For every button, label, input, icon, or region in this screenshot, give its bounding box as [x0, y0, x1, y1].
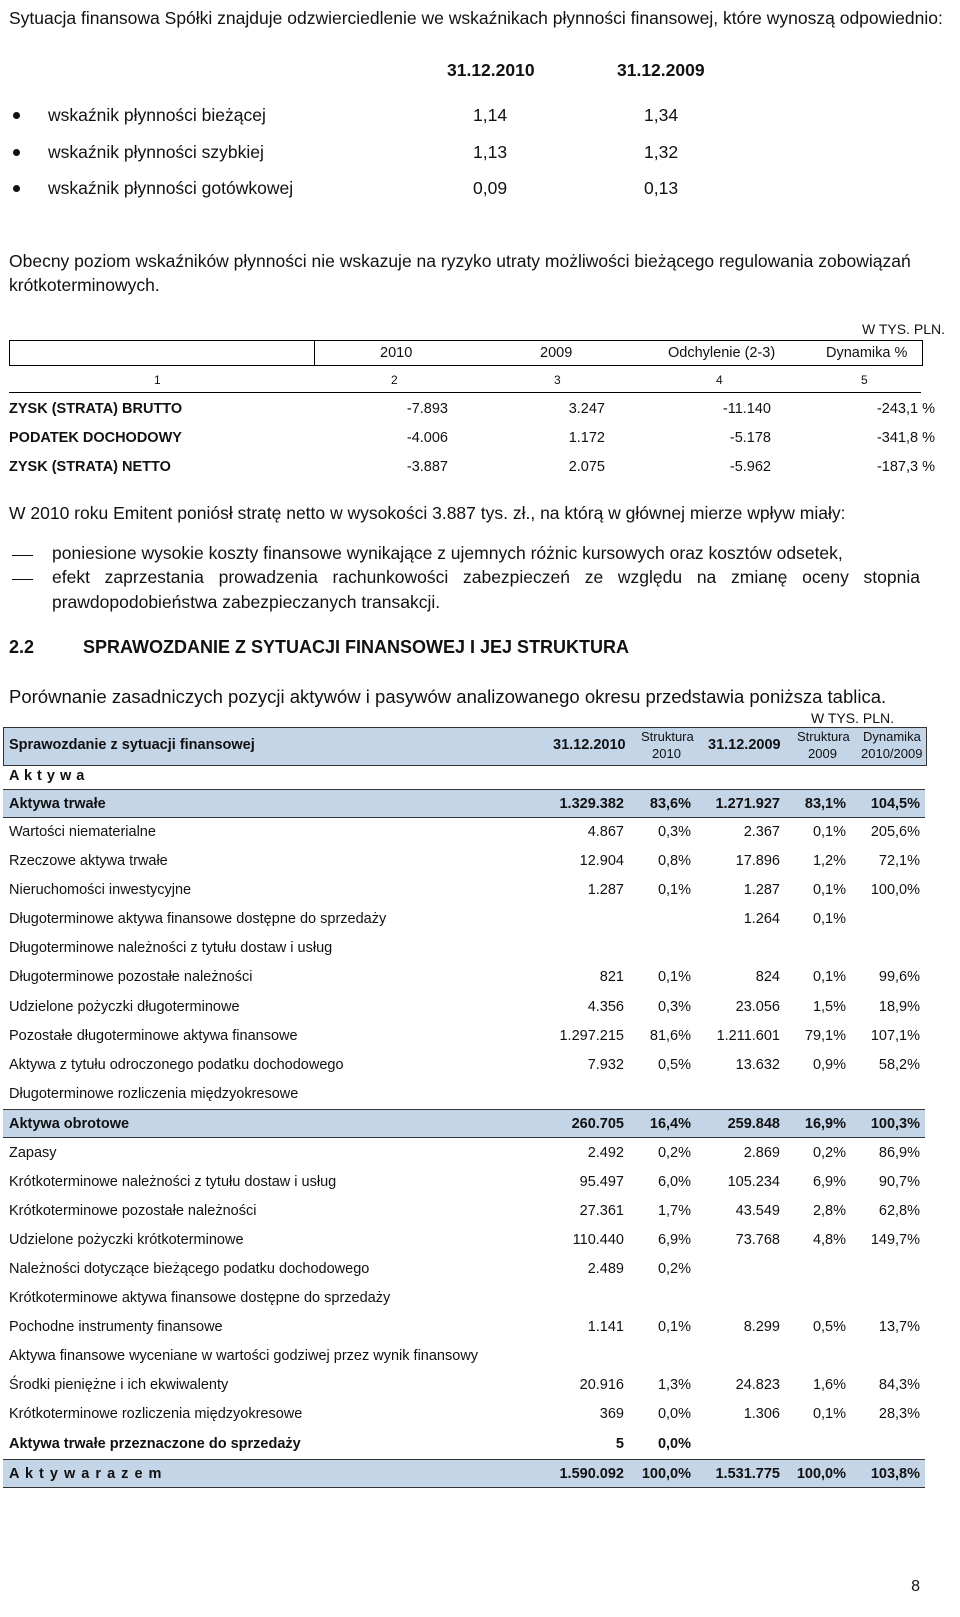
- word: ze: [584, 567, 604, 587]
- ratio-value-2010: 1,13: [473, 142, 508, 162]
- balance-row-name: Nieruchomości inwestycyjne: [9, 882, 192, 898]
- profit-header-deviation: Odchylenie (2-3): [668, 345, 776, 361]
- balance-dynamics: 107,1%: [870, 1028, 920, 1044]
- balance-header-date-2009: 31.12.2009: [708, 737, 781, 753]
- balance-structure-2010: 1,3%: [657, 1377, 691, 1393]
- balance-row-name: Środki pieniężne i ich ekwiwalenty: [9, 1377, 229, 1393]
- page-number: 8: [911, 1578, 920, 1595]
- word: zaprzestania: [104, 567, 204, 587]
- balance-dynamics: 84,3%: [878, 1377, 920, 1393]
- balance-structure-2010: 0,2%: [657, 1261, 691, 1277]
- balance-structure-2009: 100,0%: [796, 1466, 846, 1482]
- balance-value-2009: 259.848: [727, 1116, 780, 1132]
- balance-value-2010: 2.492: [587, 1145, 624, 1161]
- balance-value-2009: 73.768: [735, 1232, 780, 1248]
- balance-structure-2010: 0,3%: [657, 824, 691, 840]
- balance-row-name: Aktywa finansowe wyceniane w wartości godziwej przez wynik finansowy: [9, 1348, 479, 1364]
- profit-header-2009: 2009: [540, 345, 573, 361]
- balance-dynamics: 100,0%: [870, 882, 920, 898]
- balance-dynamics: 18,9%: [878, 999, 920, 1015]
- balance-structure-2010: 6,0%: [657, 1174, 691, 1190]
- balance-structure-2010: 0,1%: [657, 1319, 691, 1335]
- word: zabezpieczeń: [462, 567, 571, 587]
- profit-deviation: -5.962: [729, 459, 771, 475]
- balance-value-2009: 2.869: [743, 1145, 780, 1161]
- table-row: [0, 1168, 928, 1197]
- table-row: [0, 818, 928, 847]
- profit-table-header-box-left: [9, 340, 315, 366]
- table-row: [0, 905, 928, 934]
- ratio-label: wskaźnik płynności szybkiej: [48, 142, 264, 162]
- profit-col-number: 5: [861, 373, 868, 387]
- ratio-label: wskaźnik płynności bieżącej: [48, 105, 266, 125]
- balance-value-2009: 1.287: [743, 882, 780, 898]
- balance-value-2009: 1.531.775: [715, 1466, 780, 1482]
- profit-value-2009: 2.075: [568, 459, 605, 475]
- balance-structure-2010: 16,4%: [649, 1116, 691, 1132]
- balance-structure-2010: 0,1%: [657, 882, 691, 898]
- balance-structure-2010: 0,5%: [657, 1057, 691, 1073]
- balance-header-dynamics: Dynamika: [863, 729, 921, 744]
- balance-value-2010: 369: [599, 1406, 624, 1422]
- balance-value-2010: 1.287: [587, 882, 624, 898]
- ratio-value-2009: 1,32: [644, 142, 679, 162]
- balance-structure-2009: 83,1%: [804, 796, 846, 812]
- balance-value-2010: 2.489: [587, 1261, 624, 1277]
- balance-value-2009: 1.306: [743, 1406, 780, 1422]
- balance-value-2009: 23.056: [735, 999, 780, 1015]
- profit-col-number: 4: [716, 373, 723, 387]
- profit-value-2010: -4.006: [406, 430, 448, 446]
- balance-row-name: Krótkoterminowe aktywa finansowe dostępne do sprzedaży: [9, 1290, 391, 1306]
- profit-value-2009: 1.172: [568, 430, 605, 446]
- balance-value-2010: 7.932: [587, 1057, 624, 1073]
- table-row: [0, 1430, 928, 1459]
- word: względu: [617, 567, 683, 587]
- table-row: [0, 1371, 928, 1400]
- balance-row-name: Krótkoterminowe rozliczenia międzyokresowe: [9, 1406, 303, 1422]
- word: na: [696, 567, 717, 587]
- balance-value-2010: 1.329.382: [559, 796, 624, 812]
- table-row: [0, 1139, 928, 1168]
- profit-row-name: PODATEK DOCHODOWY: [9, 430, 182, 446]
- balance-structure-2010: 0,0%: [657, 1406, 691, 1422]
- balance-structure-2009: 0,5%: [812, 1319, 846, 1335]
- balance-structure-2009: 1,6%: [812, 1377, 846, 1393]
- balance-value-2009: 105.234: [727, 1174, 780, 1190]
- balance-row-name: Aktywa trwałe przeznaczone do sprzedaży: [9, 1436, 301, 1452]
- balance-structure-2009: 0,1%: [812, 969, 846, 985]
- ratio-value-2010: 1,14: [473, 105, 508, 125]
- paragraph-liquidity-line1: Obecny poziom wskaźników płynności nie wskazuje na ryzyko utraty możliwości bieżącego regulowania zobowiązań: [9, 251, 911, 271]
- table-row: [0, 963, 928, 992]
- balance-value-2009: 1.264: [743, 911, 780, 927]
- balance-structure-2010: 100,0%: [641, 1466, 691, 1482]
- word: prowadzenia: [218, 567, 318, 587]
- profit-value-2009: 3.247: [568, 401, 605, 417]
- balance-dynamics: 62,8%: [878, 1203, 920, 1219]
- table-row: [0, 1051, 928, 1080]
- balance-dynamics: 149,7%: [870, 1232, 920, 1248]
- section-title: SPRAWOZDANIE Z SYTUACJI FINANSOWEJ I JEJ STRUKTURA: [83, 637, 630, 657]
- balance-value-2010: 95.497: [579, 1174, 624, 1190]
- balance-structure-2010: 6,9%: [657, 1232, 691, 1248]
- balance-value-2010: 27.361: [579, 1203, 624, 1219]
- profit-deviation: -5.178: [729, 430, 771, 446]
- balance-structure-2010: 0,1%: [657, 969, 691, 985]
- balance-structure-2009: 0,1%: [812, 824, 846, 840]
- balance-value-2010: 260.705: [571, 1116, 624, 1132]
- ratio-value-2009: 0,13: [644, 178, 679, 198]
- table-row: [0, 934, 928, 963]
- balance-header-title: Sprawozdanie z sytuacji finansowej: [9, 737, 255, 753]
- balance-value-2009: 8.299: [743, 1319, 780, 1335]
- balance-structure-2010: 0,0%: [657, 1436, 691, 1452]
- balance-row-name: Pozostałe długoterminowe aktywa finansowe: [9, 1028, 298, 1044]
- balance-row-name: Długoterminowe pozostałe należności: [9, 969, 253, 985]
- table-row: [0, 424, 935, 452]
- profit-dynamics: -243,1 %: [876, 401, 935, 417]
- balance-header-dynamics-years: 2010/2009: [861, 746, 923, 761]
- balance-structure-2010: 83,6%: [649, 796, 691, 812]
- ratio-value-2010: 0,09: [473, 178, 508, 198]
- bullet-dot-icon: [13, 149, 20, 156]
- balance-row-name: Wartości niematerialne: [9, 824, 156, 840]
- table-row: [3, 1109, 925, 1138]
- balance-structure-2009: 4,8%: [812, 1232, 846, 1248]
- balance-structure-2009: 1,5%: [812, 999, 846, 1015]
- balance-dynamics: 99,6%: [878, 969, 920, 985]
- balance-value-2009: 824: [755, 969, 780, 985]
- word: rachunkowości: [332, 567, 449, 587]
- balance-row-name: Udzielone pożyczki długoterminowe: [9, 999, 240, 1015]
- table-row: [3, 789, 925, 818]
- ratio-row: [0, 176, 960, 202]
- balance-row-name: Należności dotyczące bieżącego podatku dochodowego: [9, 1261, 370, 1277]
- balance-row-name: Krótkoterminowe pozostałe należności: [9, 1203, 257, 1219]
- profit-row-name: ZYSK (STRATA) NETTO: [9, 459, 171, 475]
- balance-header-structure-2009: Struktura: [797, 729, 850, 744]
- table-row: [0, 395, 935, 423]
- dash-bullet-icon: [12, 555, 33, 556]
- balance-structure-2009: 2,8%: [812, 1203, 846, 1219]
- bullet-dot-icon: [13, 112, 20, 119]
- balance-value-2010: 4.867: [587, 824, 624, 840]
- balance-dynamics: 28,3%: [878, 1406, 920, 1422]
- table-row: [0, 876, 928, 905]
- balance-dynamics: 72,1%: [878, 853, 920, 869]
- balance-row-name: Długoterminowe należności z tytułu dostaw i usług: [9, 940, 333, 956]
- balance-section-label: A k t y w a: [9, 768, 85, 784]
- table-row: [0, 1255, 928, 1284]
- word: oceny: [802, 567, 849, 587]
- balance-dynamics: 13,7%: [878, 1319, 920, 1335]
- balance-value-2010: 12.904: [579, 853, 624, 869]
- balance-header-structure-2010: Struktura: [641, 729, 694, 744]
- paragraph-comparison: Porównanie zasadniczych pozycji aktywów i pasywów analizowanego okresu przedstawia poniższa tablica.: [9, 686, 887, 707]
- profit-value-2010: -3.887: [406, 459, 448, 475]
- profit-header-2010: 2010: [380, 345, 413, 361]
- table-row: [0, 1400, 928, 1429]
- balance-row-name: Krótkoterminowe należności z tytułu dostaw i usług: [9, 1174, 337, 1190]
- ratio-row: [0, 140, 960, 166]
- balance-value-2009: 1.271.927: [715, 796, 780, 812]
- profit-col-number: 1: [154, 373, 161, 387]
- ratio-row: [0, 103, 960, 129]
- profit-value-2010: -7.893: [406, 401, 448, 417]
- balance-value-2010: 20.916: [579, 1377, 624, 1393]
- balance-header-structure-2010-year: 2010: [652, 746, 681, 761]
- balance-row-name: Długoterminowe aktywa finansowe dostępne do sprzedaży: [9, 911, 387, 927]
- balance-row-name: Pochodne instrumenty finansowe: [9, 1319, 223, 1335]
- profit-row-name: ZYSK (STRATA) BRUTTO: [9, 401, 183, 417]
- balance-value-2009: 43.549: [735, 1203, 780, 1219]
- balance-structure-2009: 6,9%: [812, 1174, 846, 1190]
- table-row: [3, 1459, 925, 1488]
- word: stopnia: [863, 567, 920, 587]
- balance-structure-2010: 0,8%: [657, 853, 691, 869]
- profit-deviation: -11.140: [722, 401, 771, 417]
- balance-structure-2010: 0,2%: [657, 1145, 691, 1161]
- balance-row-name: Zapasy: [9, 1145, 57, 1161]
- table-row: [0, 1197, 928, 1226]
- profit-col-number: 3: [554, 373, 561, 387]
- balance-value-2010: 4.356: [587, 999, 624, 1015]
- balance-dynamics: 100,3%: [870, 1116, 920, 1132]
- ratio-label: wskaźnik płynności gotówkowej: [48, 178, 294, 198]
- balance-row-name: Aktywa trwałe: [9, 796, 106, 812]
- balance-dynamics: 86,9%: [878, 1145, 920, 1161]
- bullet-text-justified: [52, 567, 920, 588]
- balance-header-structure-2009-year: 2009: [808, 746, 837, 761]
- section-number: 2.2: [9, 637, 35, 657]
- balance-structure-2009: 0,1%: [812, 1406, 846, 1422]
- ratio-col-2010: 31.12.2010: [447, 60, 535, 80]
- balance-row-name: Długoterminowe rozliczenia międzyokresowe: [9, 1086, 299, 1102]
- balance-row-name: Aktywa z tytułu odroczonego podatku dochodowego: [9, 1057, 344, 1073]
- balance-value-2009: 24.823: [735, 1377, 780, 1393]
- word: efekt: [52, 567, 90, 587]
- ratio-value-2009: 1,34: [644, 105, 679, 125]
- balance-dynamics: 103,8%: [870, 1466, 920, 1482]
- balance-structure-2009: 16,9%: [804, 1116, 846, 1132]
- profit-col-number: 2: [391, 373, 398, 387]
- balance-value-2010: 1.590.092: [559, 1466, 624, 1482]
- ratio-col-2009: 31.12.2009: [617, 60, 705, 80]
- profit-dynamics: -341,8 %: [876, 430, 935, 446]
- balance-header-date-2010: 31.12.2010: [553, 737, 626, 753]
- dash-bullet-icon: [12, 579, 33, 580]
- balance-dynamics: 90,7%: [878, 1174, 920, 1190]
- balance-value-2009: 17.896: [735, 853, 780, 869]
- balance-row-name: Udzielone pożyczki krótkoterminowe: [9, 1232, 244, 1248]
- balance-value-2010: 5: [615, 1436, 624, 1452]
- balance-value-2009: 2.367: [743, 824, 780, 840]
- balance-structure-2009: 1,2%: [812, 853, 846, 869]
- profit-header-dynamics: Dynamika %: [826, 345, 908, 361]
- balance-structure-2009: 0,1%: [812, 911, 846, 927]
- bullet-dot-icon: [13, 185, 20, 192]
- table-row: [0, 993, 928, 1022]
- table-row: [0, 1022, 928, 1051]
- table-row: [0, 1313, 928, 1342]
- paragraph-loss: W 2010 roku Emitent poniósł stratę netto w wysokości 3.887 tys. zł., na którą w głównej mierze wpływ miały:: [9, 503, 846, 523]
- paragraph-liquidity-line2: krótkoterminowych.: [9, 275, 160, 295]
- table-row: [0, 1226, 928, 1255]
- balance-dynamics: 205,6%: [870, 824, 920, 840]
- balance-value-2010: 1.297.215: [559, 1028, 624, 1044]
- table-row: [0, 1284, 928, 1313]
- balance-structure-2009: 0,2%: [812, 1145, 846, 1161]
- balance-value-2009: 1.211.601: [716, 1028, 780, 1044]
- table-row: [0, 1080, 928, 1109]
- intro-text: Sytuacja finansowa Spółki znajduje odzwierciedlenie we wskaźnikach płynności finansowej, które wynoszą odpowiednio:: [9, 8, 943, 28]
- balance-row-name: A k t y w a r a z e m: [9, 1466, 163, 1482]
- profit-table-unit: W TYS. PLN.: [862, 321, 945, 337]
- profit-table-rule: [9, 392, 921, 393]
- bullet-text: poniesione wysokie koszty finansowe wynikające z ujemnych różnic kursowych oraz kosztów odsetek,: [52, 543, 843, 563]
- profit-dynamics: -187,3 %: [876, 459, 935, 475]
- table-row: [0, 847, 928, 876]
- balance-structure-2009: 79,1%: [804, 1028, 846, 1044]
- balance-structure-2010: 0,3%: [657, 999, 691, 1015]
- balance-structure-2009: 0,9%: [812, 1057, 846, 1073]
- balance-dynamics: 58,2%: [878, 1057, 920, 1073]
- bullet-text-line2: prawdopodobieństwa zabezpieczanych transakcji.: [52, 592, 441, 612]
- balance-table-unit: W TYS. PLN.: [811, 710, 894, 726]
- balance-row-name: Aktywa obrotowe: [9, 1116, 130, 1132]
- balance-dynamics: 104,5%: [870, 796, 920, 812]
- balance-structure-2010: 1,7%: [657, 1203, 691, 1219]
- balance-value-2010: 110.440: [572, 1232, 624, 1248]
- table-row: [0, 1342, 928, 1371]
- word: zmianę: [731, 567, 788, 587]
- balance-value-2010: 821: [599, 969, 624, 985]
- balance-value-2009: 13.632: [735, 1057, 780, 1073]
- balance-structure-2010: 81,6%: [649, 1028, 691, 1044]
- balance-row-name: Rzeczowe aktywa trwałe: [9, 853, 168, 869]
- table-row: [0, 453, 935, 481]
- balance-structure-2009: 0,1%: [812, 882, 846, 898]
- balance-value-2010: 1.141: [587, 1319, 624, 1335]
